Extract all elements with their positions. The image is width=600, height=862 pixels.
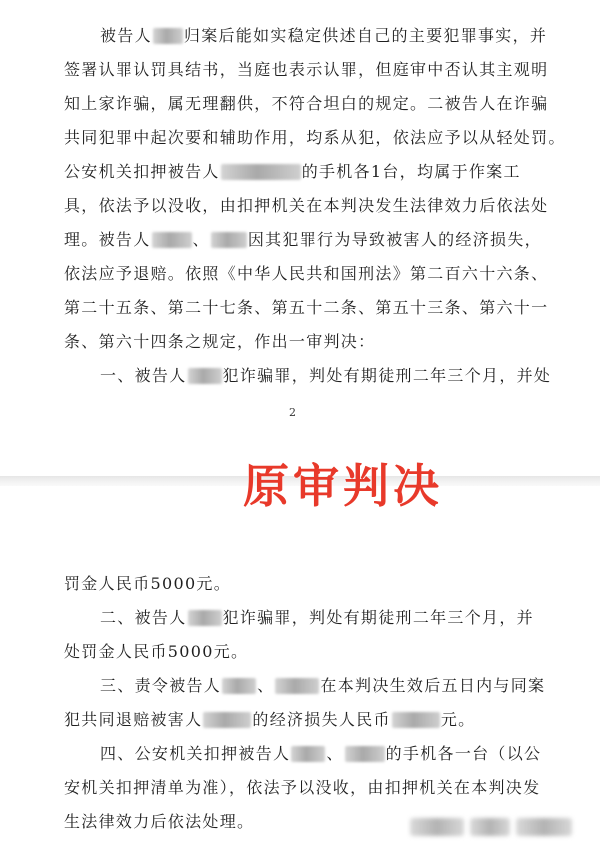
paragraph-line: 生法律效力后依法处理。 xyxy=(64,812,255,831)
line-text: 一、被告人 xyxy=(100,366,187,385)
line-text: 的手机各1台，均属于作案工 xyxy=(301,162,521,181)
paragraph-line: 签署认罪认罚具结书，当庭也表示认罪，但庭审中否认其主观明 xyxy=(64,60,549,79)
original-judgment-stamp: 原审判决 xyxy=(243,459,443,513)
paragraph-line: 具，依法予以没收，由扣押机关在本判决发生法律效力后依法处 xyxy=(64,196,549,215)
line-text: 公安机关扣押被告人 xyxy=(64,162,220,181)
paragraph-line xyxy=(100,366,551,386)
redacted-name xyxy=(188,368,222,384)
line-text: 二、被告人 xyxy=(100,608,187,627)
paragraph-line: 第二十五条、第二十七条、第五十二条、第五十三条、第六十一 xyxy=(64,298,549,317)
redacted-name xyxy=(211,232,247,248)
line-text: 、 xyxy=(192,230,210,249)
redacted-watermark xyxy=(516,818,572,836)
paragraph-line xyxy=(100,744,541,764)
document-page-lower xyxy=(0,486,600,862)
paragraph-line: 依法应予退赔。依照《中华人民共和国刑法》第二百六十六条、 xyxy=(64,264,549,283)
line-text: 犯诈骗罪，判处有期徒刑二年三个月，并 xyxy=(222,608,534,627)
line-text: 归案后能如实稳定供述自己的主要犯罪事实，并 xyxy=(183,26,548,45)
redacted-name xyxy=(345,746,385,762)
paragraph-line: 处罚金人民币5000元。 xyxy=(64,642,249,661)
paragraph-line: 罚金人民币5000元。 xyxy=(64,574,232,593)
line-text: 犯共同退赔被害人 xyxy=(64,710,203,729)
paragraph-line: 共同犯罪中起次要和辅助作用，均系从犯，依法应予以从轻处罚。 xyxy=(64,128,566,147)
redacted-amount xyxy=(392,712,440,728)
line-text: 三、责令被告人 xyxy=(100,676,222,695)
redacted-watermark xyxy=(410,818,464,836)
redacted-name xyxy=(153,28,183,44)
paragraph-line: 安机关扣押清单为准），依法予以没收，由扣押机关在本判决发 xyxy=(64,778,541,797)
line-text: 在本判决生效后五日内与同案 xyxy=(320,676,546,695)
line-text: 的手机各一台（以公 xyxy=(385,744,542,763)
paragraph-line: 条、第六十四条之规定，作出一审判决： xyxy=(64,332,376,351)
redacted-name xyxy=(222,678,256,694)
paragraph-line xyxy=(100,676,545,696)
redacted-name xyxy=(203,712,251,728)
redacted-name xyxy=(275,678,319,694)
paragraph-line xyxy=(100,608,534,628)
line-text: 、 xyxy=(257,676,275,695)
line-text: 犯诈骗罪，判处有期徒刑二年三个月，并处 xyxy=(222,366,552,385)
line-text: 元。 xyxy=(440,710,476,729)
paragraph-line xyxy=(64,162,521,182)
redacted-watermark xyxy=(470,818,510,836)
line-text: 理。被告人 xyxy=(64,230,151,249)
line-text: 因其犯罪行为导致被害人的经济损失， xyxy=(247,230,542,249)
paragraph-line xyxy=(100,26,547,46)
redacted-name xyxy=(188,610,222,626)
redacted-name xyxy=(291,746,325,762)
page-number: 2 xyxy=(289,406,296,419)
paragraph-line: 知上家诈骗，属无理翻供，不符合坦白的规定。二被告人在诈骗 xyxy=(64,94,549,113)
redacted-name xyxy=(221,164,301,180)
line-text: 的经济损失人民币 xyxy=(252,710,391,729)
line-text: 四、公安机关扣押被告人 xyxy=(100,744,291,763)
paragraph-line xyxy=(64,230,542,250)
redacted-name xyxy=(152,232,192,248)
paragraph-line xyxy=(64,710,475,730)
line-text: 、 xyxy=(326,744,344,763)
line-text: 被告人 xyxy=(100,26,152,45)
